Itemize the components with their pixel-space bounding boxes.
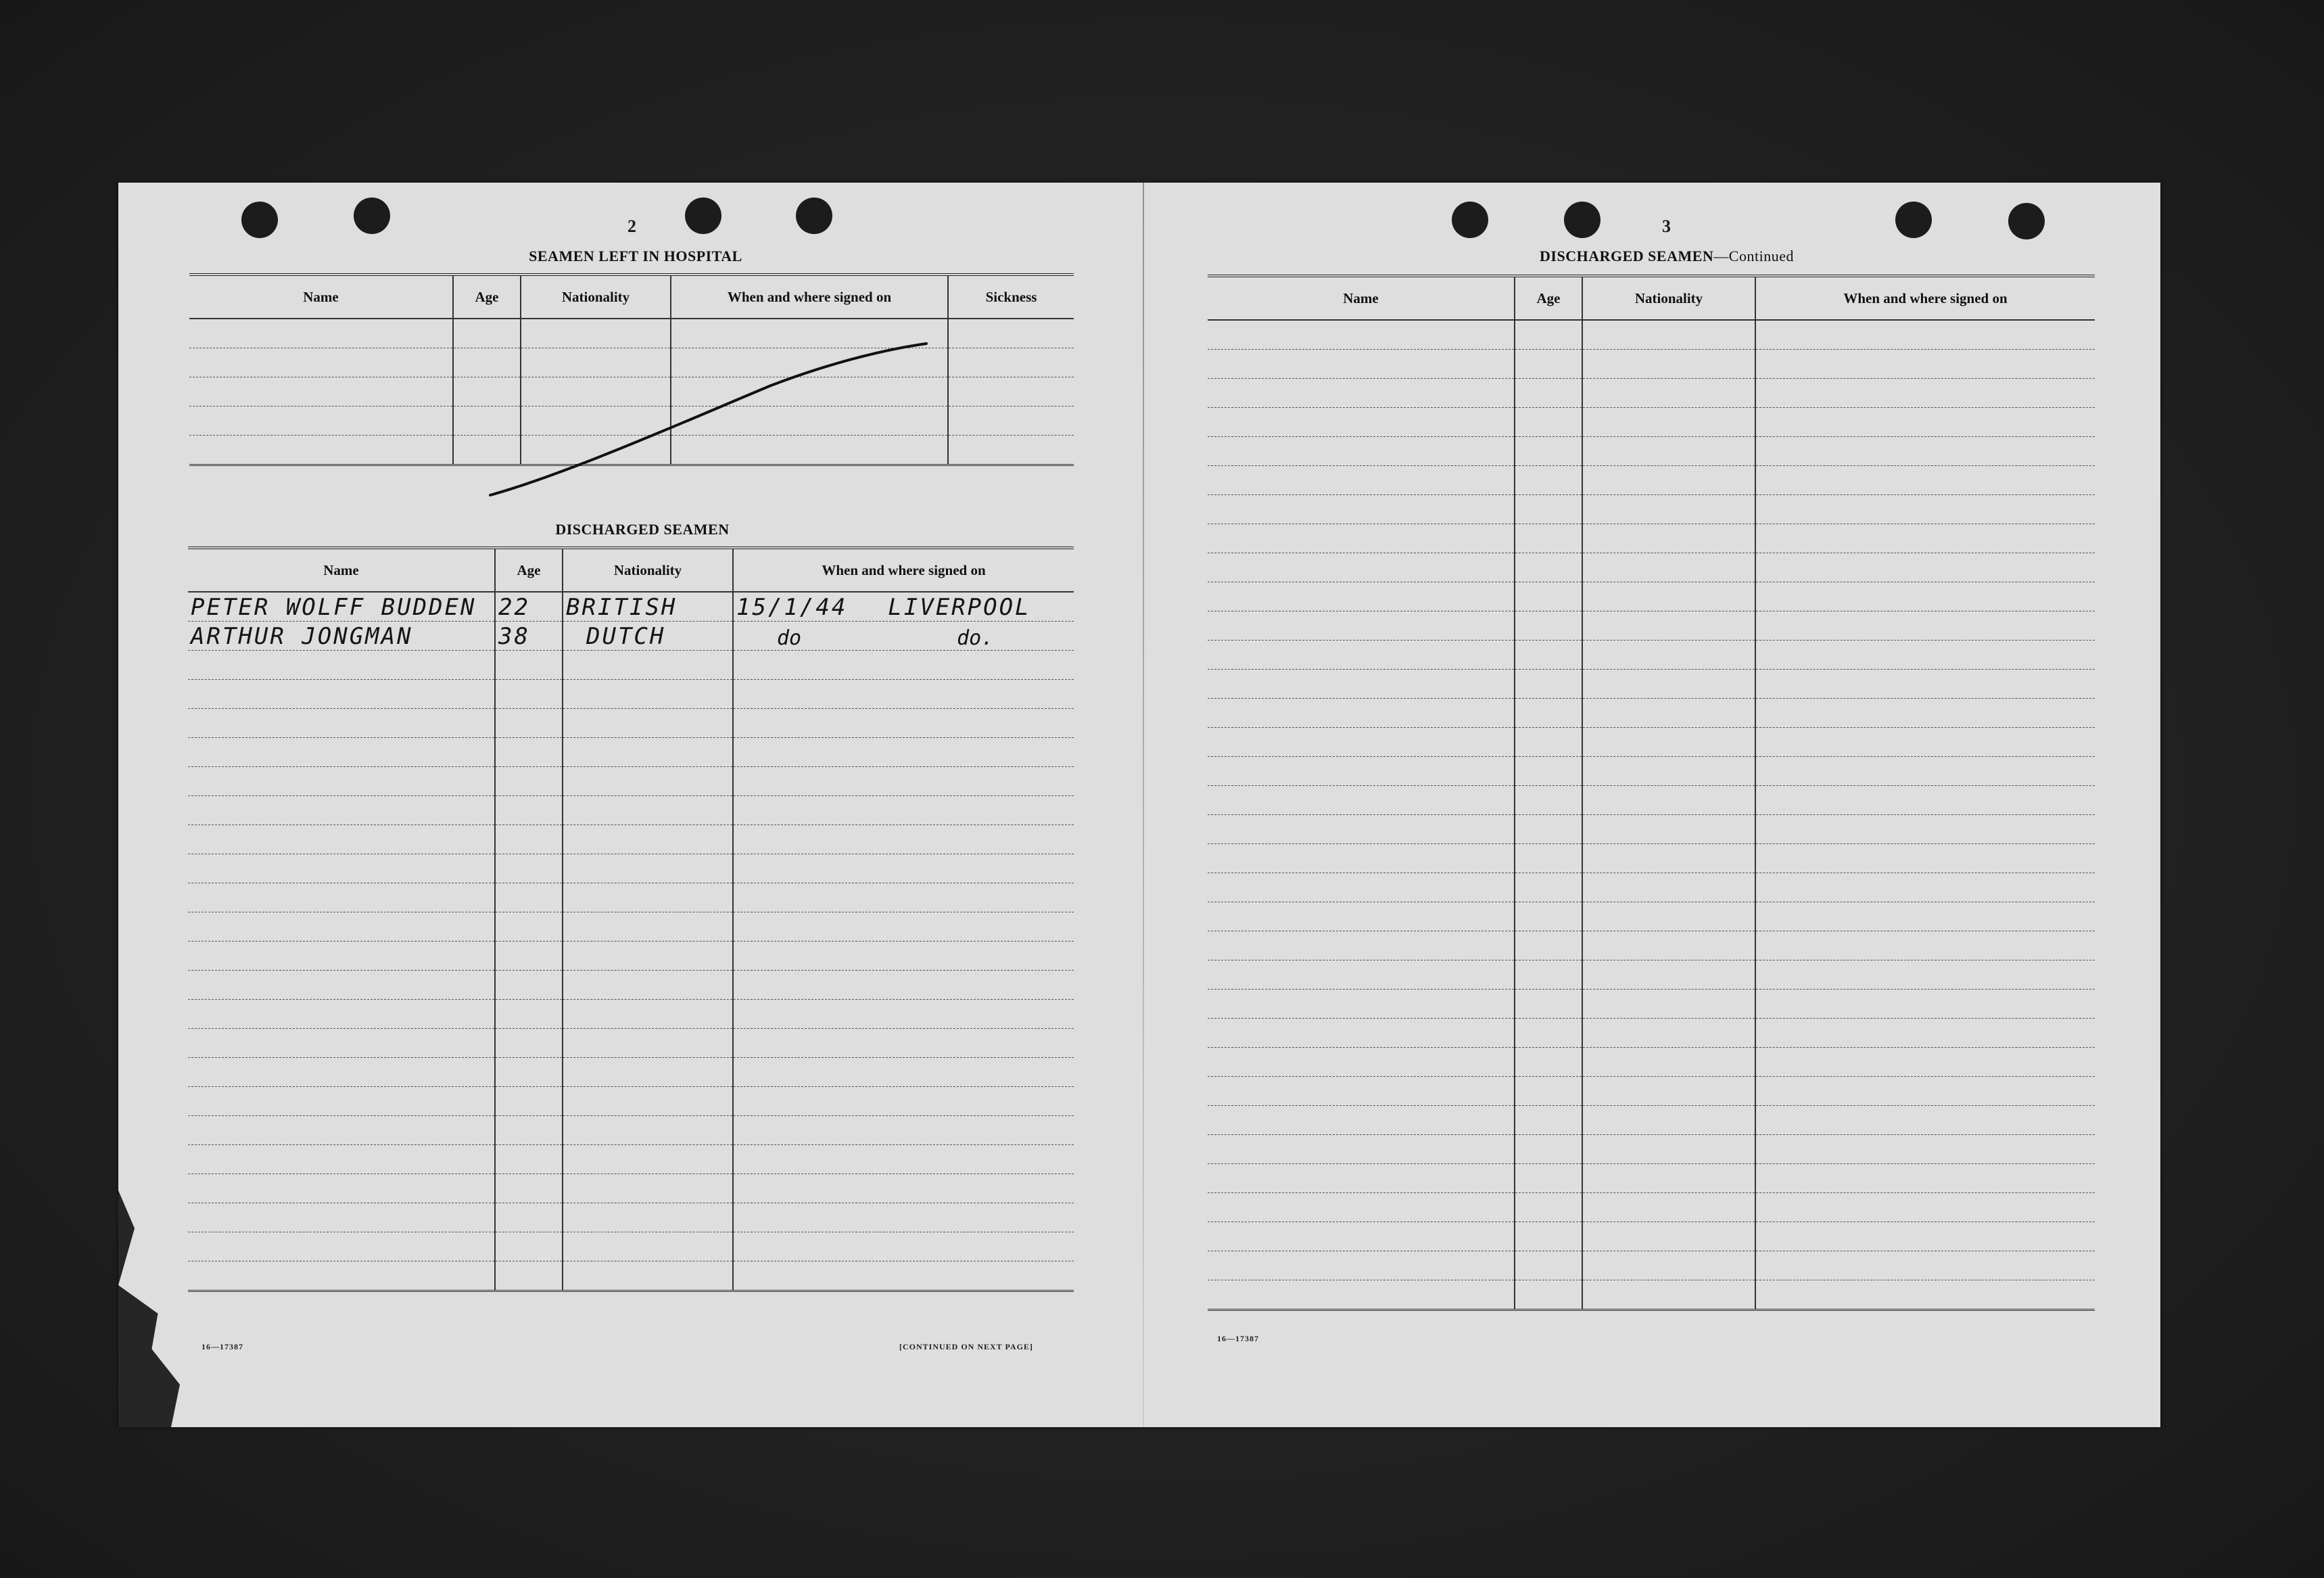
table-row [1208,699,2095,728]
column-header: Age [1515,276,1582,320]
table-row [188,883,1074,912]
table-row [188,622,1074,651]
column-header: Nationality [521,275,671,319]
discharged-table [188,547,1074,1292]
table-row [1208,815,2095,844]
table-row [1208,1251,2095,1280]
column-header: When and where signed on [733,548,1074,592]
column-header: Age [495,548,563,592]
column-header: Nationality [1582,276,1755,320]
table-row [188,738,1074,767]
page-number-left: 2 [627,216,636,236]
column-header: Nationality [563,548,733,592]
table-row [1208,437,2095,466]
table-row [1208,1106,2095,1135]
table-row [1208,350,2095,379]
binder-hole [1452,202,1488,238]
table-row [1208,960,2095,990]
table-row [1208,873,2095,902]
binder-hole [2008,203,2045,239]
column-header: Name [188,548,495,592]
table-row [1208,524,2095,553]
table-row [188,1203,1074,1232]
table-row [188,680,1074,709]
table-row [188,825,1074,854]
strike-through-line [487,338,933,501]
table-row [1208,641,2095,670]
seaman-age: 22 [498,594,530,621]
table-row [188,796,1074,825]
signed-on-date: 15/1/44 [736,594,848,621]
table-row [1208,757,2095,786]
form-number-right: 16—17387 [1217,1334,1259,1343]
center-fold [1143,183,1144,1427]
table-row [1208,1077,2095,1106]
table-row [1208,844,2095,873]
table-row [188,709,1074,738]
table-row [188,1116,1074,1145]
table-row [1208,1280,2095,1310]
continued-title-main: DISCHARGED SEAMEN [1540,248,1714,264]
signed-on-place: do. [957,626,994,650]
discharged-section-title: DISCHARGED SEAMEN [555,521,730,538]
table-row [1208,728,2095,757]
column-header: Name [1208,276,1515,320]
table-row [1208,1135,2095,1164]
table-row [188,1145,1074,1174]
seaman-nationality: DUTCH [586,623,666,650]
continued-section-title [1447,248,1887,265]
table-row [1208,1222,2095,1251]
table-row [188,1261,1074,1291]
column-header: When and where signed on [671,275,948,319]
table-row [1208,990,2095,1019]
table-row [188,1058,1074,1087]
signed-on-date: do [777,626,802,650]
seaman-nationality: BRITISH [566,594,678,621]
table-row [1208,611,2095,641]
hospital-section-title: SEAMEN LEFT IN HOSPITAL [529,248,742,264]
binder-hole [354,198,390,234]
table-row [1208,495,2095,524]
discharged-continued-table [1208,275,2095,1311]
table-row [188,1029,1074,1058]
table-row [188,1174,1074,1203]
table-row [1208,1019,2095,1048]
column-header: When and where signed on [1755,276,2095,320]
table-row [188,1232,1074,1261]
binder-hole [1895,202,1932,238]
table-row [188,942,1074,971]
table-row [1208,902,2095,931]
table-row [1208,320,2095,350]
table-row [188,767,1074,796]
table-row [188,971,1074,1000]
binder-hole [1564,202,1600,238]
table-row [1208,931,2095,960]
binder-hole [241,202,278,238]
binder-hole [685,198,721,234]
table-row [188,592,1074,622]
table-row [1208,379,2095,408]
column-header: Sickness [948,275,1074,319]
column-header: Age [453,275,521,319]
binder-hole [796,198,832,234]
table-row [1208,582,2095,611]
table-row [1208,786,2095,815]
seaman-name: ARTHUR JONGMAN [191,623,413,650]
page-number-right: 3 [1662,216,1671,236]
table-row [1208,553,2095,582]
table-row [188,1000,1074,1029]
table-row [1208,1164,2095,1193]
seaman-age: 38 [498,623,530,650]
table-row [1208,1193,2095,1222]
continued-note: [CONTINUED ON NEXT PAGE] [899,1342,1033,1351]
table-row [188,854,1074,883]
table-row [1208,466,2095,495]
table-row [1208,1048,2095,1077]
table-row [1208,408,2095,437]
continued-title-suffix: —Continued [1713,248,1794,264]
signed-on-place: LIVERPOOL [888,594,1031,621]
form-number-left: 16—17387 [201,1342,243,1351]
table-row [1208,670,2095,699]
table-row [188,912,1074,942]
table-row [188,651,1074,680]
table-row [188,1087,1074,1116]
seaman-name: PETER WOLFF BUDDEN [191,594,477,621]
column-header: Name [189,275,453,319]
